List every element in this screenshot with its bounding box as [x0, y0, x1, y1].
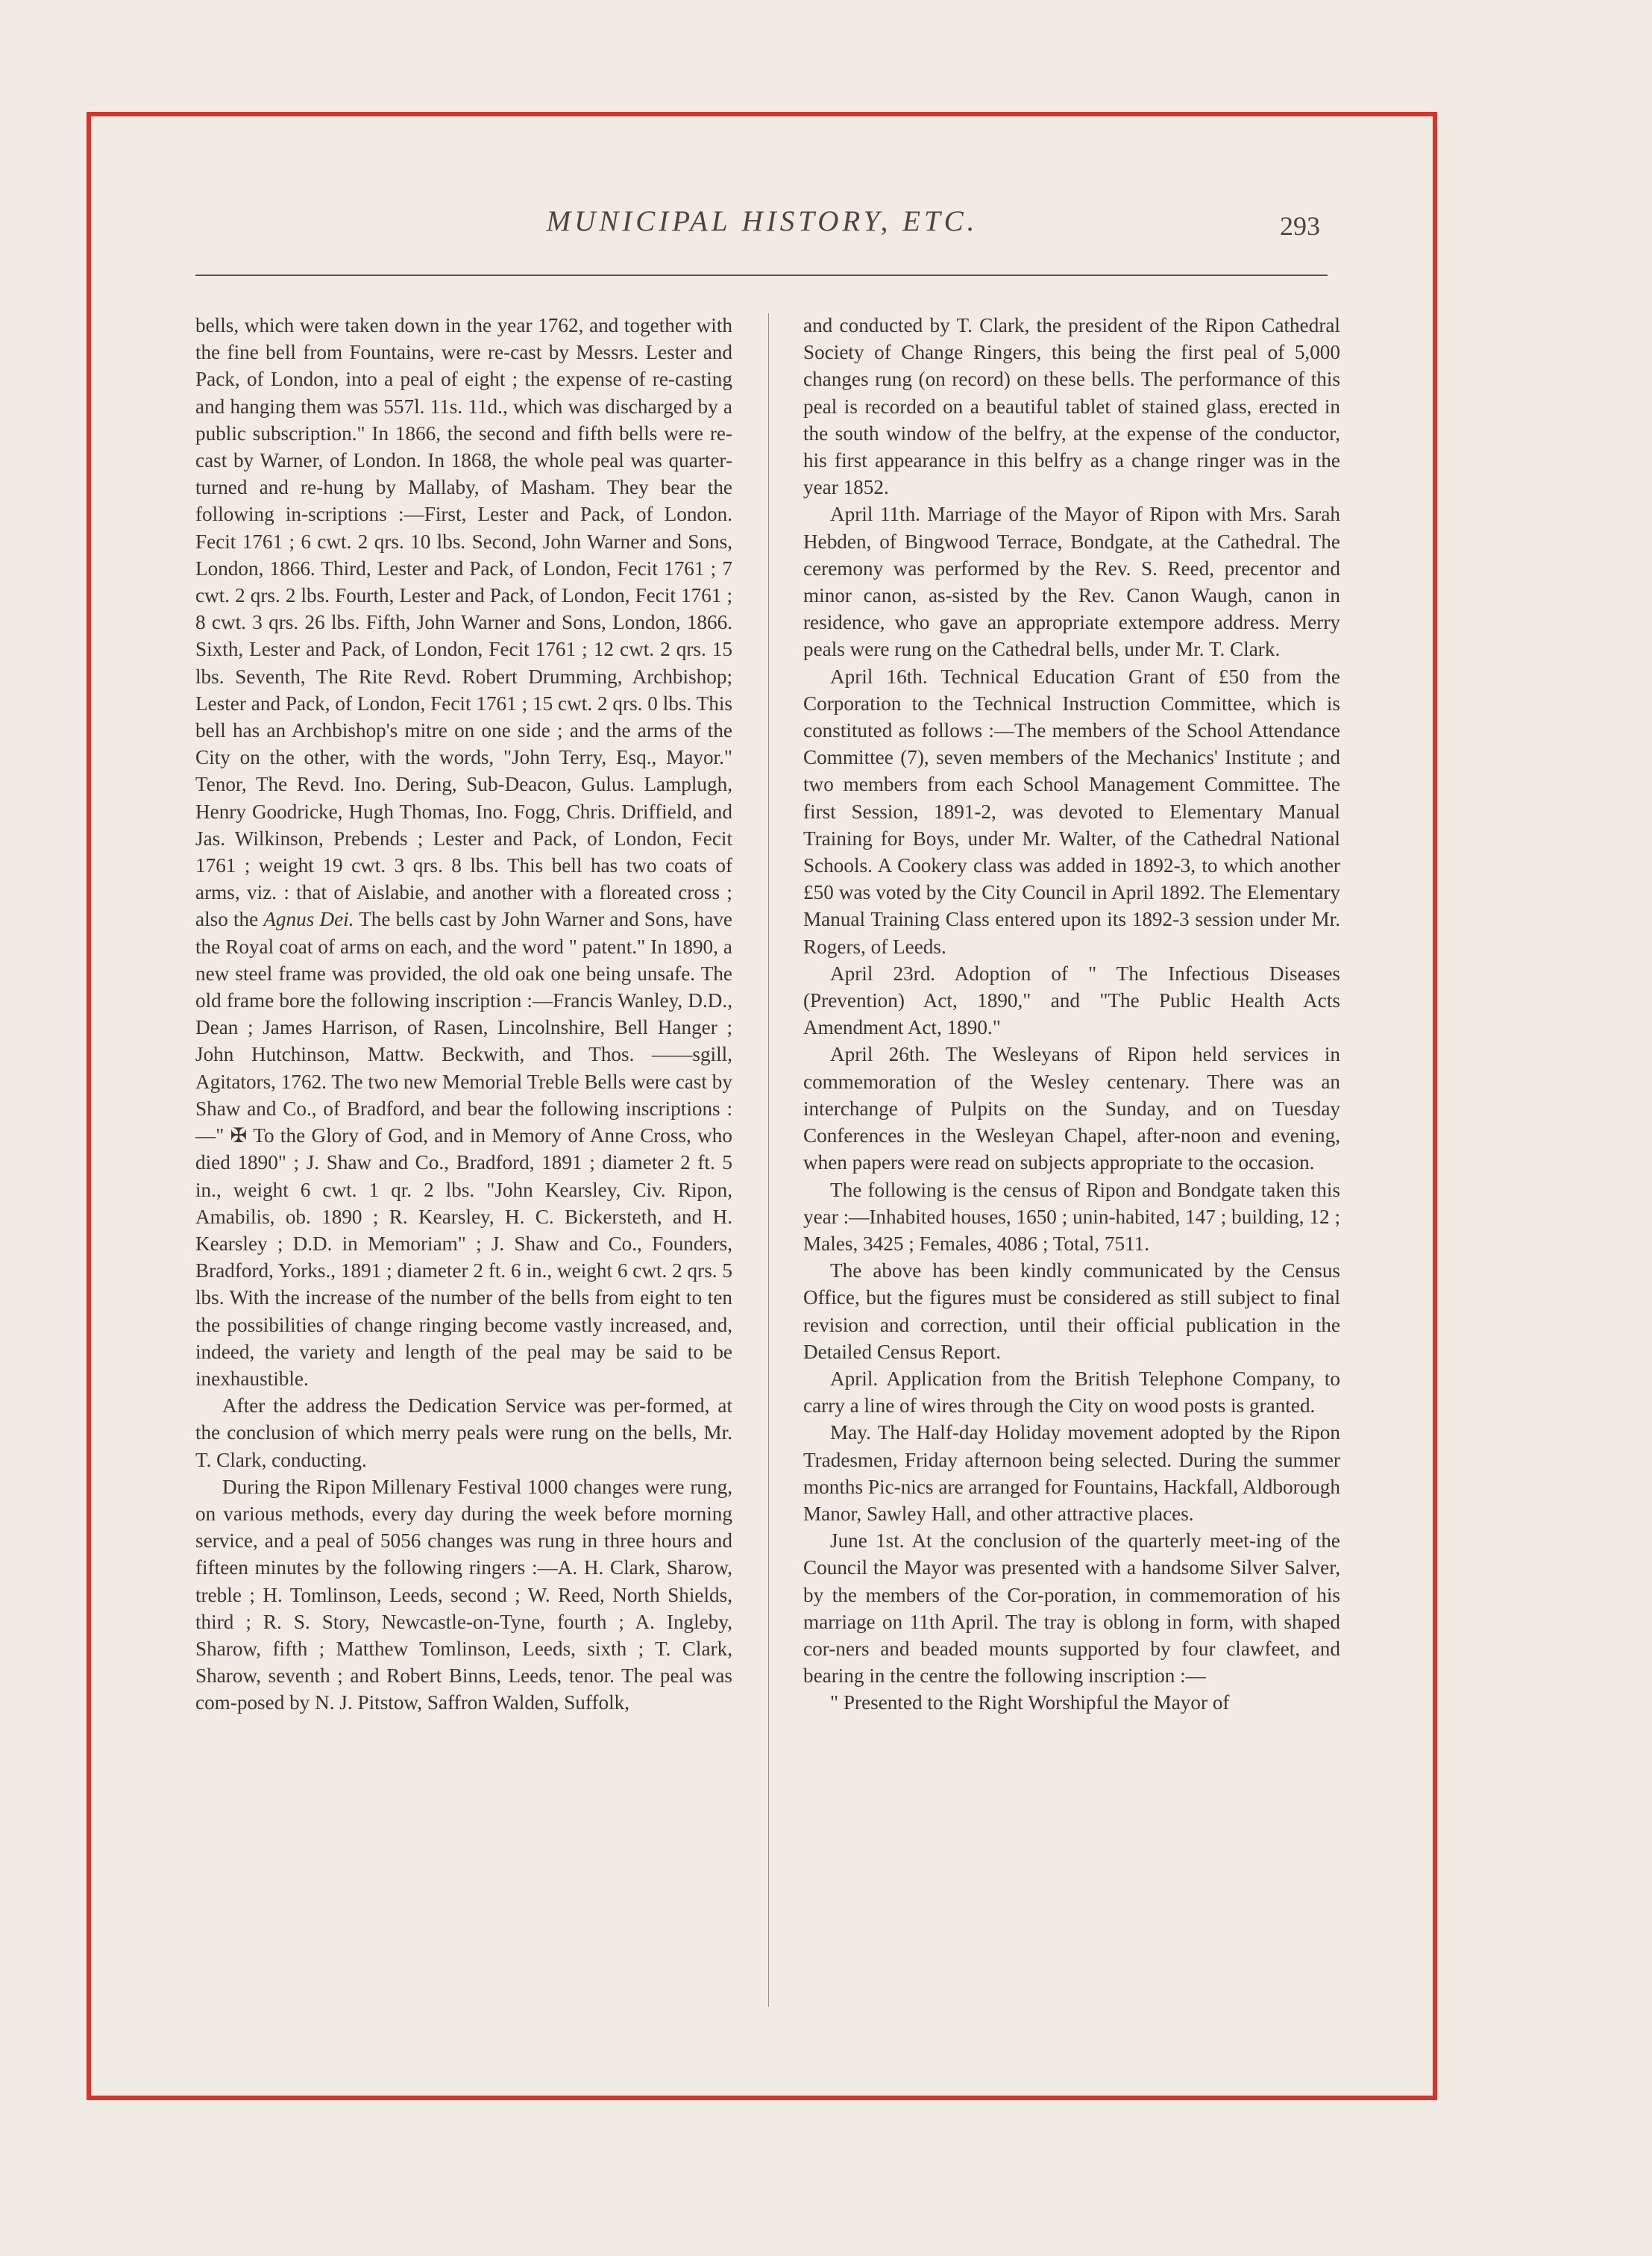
paragraph: The following is the census of Ripon and Bondgate taken this year :—Inhabited houses, 1650 ; unin-habited, 147 ; building, 12 ; Males, 3425 ; Females, 4086 ; Total, 7511.: [803, 1178, 1340, 1255]
right-column: [803, 312, 1340, 1717]
page-header: [195, 197, 1329, 257]
column-divider: [768, 313, 769, 2007]
left-column: [195, 312, 732, 1717]
paragraph: June 1st. At the conclusion of the quarterly meet-ing of the Council the Mayor was presented with a handsome Silver Salver, by the members of the Cor-poration, in commemoration of his marriage on 11th April. The tray is oblong in form, with shaped cor-ners and beaded mounts supported by four clawfeet, and bearing in the centre the following inscription :—: [803, 1529, 1340, 1688]
paragraph: During the Ripon Millenary Festival 1000 changes were rung, on various methods, every day during the week before morning service, and a peal of 5056 changes was rung in three hours and fifteen minutes by the following ringers :—A. H. Clark, Sharow, treble ; H. Tomlinson, Leeds, second ; W. Reed, North Shields, third ; R. S. Story, Newcastle-on-Tyne, fourth ; A. Ingleby, Sharow, fifth ; Matthew Tomlinson, Leeds, sixth ; T. Clark, Sharow, seventh ; and Robert Binns, Leeds, tenor. The peal was com-posed by N. J. Pitstow, Saffron Walden, Suffolk,: [195, 1475, 732, 1714]
running-title: MUNICIPAL HISTORY, ETC.: [546, 205, 979, 237]
paragraph: " Presented to the Right Worshipful the Mayor of: [830, 1691, 1230, 1714]
paragraph: [195, 312, 732, 1392]
paragraph: April 16th. Technical Education Grant of £50 from the Corporation to the Technical Instruction Committee, which is constituted as follows :—The members of the School Attendance Committee (7), seven members of the Mechanics' Institute ; and two members from each School Management Committee. The first Session, 1891-2, was devoted to Elementary Manual Training for Boys, under Mr. Walter, of the Cathedral National Schools. A Cookery class was added in 1892-3, to which another £50 was voted by the City Council in April 1892. The Elementary Manual Training Class entered upon its 1892-3 session under Mr. Rogers, of Leeds.: [803, 665, 1340, 958]
paragraph-text: The bells cast by John Warner and Sons, have the Royal coat of arms on each, and the word " patent." In 1890, a new steel frame was provided, the old oak one being unsafe. The old frame bore the following inscription :—Francis Wanley, D.D., Dean ; James Harrison, of Rasen, Lincolnshire, Bell Hanger ; John Hutchinson, Mattw. Beckwith, and Thos. ——sgill, Agitators, 1762. The two new Memorial Treble Bells were cast by Shaw and Co., of Bradford, and bear the following inscriptions :—" ✠ To the Glory of God, and in Memory of Anne Cross, who died 1890" ; J. Shaw and Co., Bradford, 1891 ; diameter 2 ft. 5 in., weight 6 cwt. 1 qr. 2 lbs. "John Kearsley, Civ. Ripon, Amabilis, ob. 1890 ; R. Kearsley, H. C. Bickersteth, and H. Kearsley ; D.D. in Memoriam" ; J. Shaw and Co., Founders, Bradford, Yorks., 1891 ; diameter 2 ft. 6 in., weight 6 cwt. 2 qrs. 5 lbs. With the increase of the number of the bells from eight to ten the possibilities of change ringing become vastly increased, and, indeed, the variety and length of the peal may be said to be inexhaustible.: [195, 908, 732, 1390]
header-rule: [195, 275, 1328, 276]
paragraph: The above has been kindly communicated by the Census Office, but the figures must be considered as still subject to final revision and correction, until their official publication in the Detailed Census Report.: [803, 1259, 1340, 1363]
page-number: 293: [1280, 211, 1320, 241]
paragraph: May. The Half-day Holiday movement adopted by the Ripon Tradesmen, Friday afternoon being selected. During the summer months Pic-nics are arranged for Fountains, Hackfall, Aldborough Manor, Sawley Hall, and other attractive places.: [803, 1421, 1340, 1525]
italic-phrase: Agnus Dei.: [263, 908, 354, 931]
paragraph: April 11th. Marriage of the Mayor of Ripon with Mrs. Sarah Hebden, of Bingwood Terrace, Bondgate, at the Cathedral. The ceremony was performed by the Rev. S. Reed, precentor and minor canon, as-sisted by the Rev. Canon Waugh, canon in residence, who gave an appropriate extempore address. Merry peals were rung on the Cathedral bells, under Mr. T. Clark.: [803, 503, 1340, 661]
paragraph: April. Application from the British Telephone Company, to carry a line of wires through the City on wood posts is granted.: [803, 1367, 1340, 1417]
paragraph: and conducted by T. Clark, the president of the Ripon Cathedral Society of Change Ringers, this being the first peal of 5,000 changes rung (on record) on these bells. The performance of this peal is recorded on a beautiful tablet of stained glass, erected in the south window of the belfry, at the expense of the conductor, his first appearance in this belfry as a change ringer was in the year 1852.: [803, 314, 1340, 499]
paragraph: April 23rd. Adoption of " The Infectious Diseases (Prevention) Act, 1890," and "The Public Health Acts Amendment Act, 1890.": [803, 962, 1340, 1039]
paragraph-text: bells, which were taken down in the year 1762, and together with the fine bell from Fountains, were re-cast by Messrs. Lester and Pack, of London, into a peal of eight ; the expense of re-casting and hanging them was 557l. 11s. 11d., which was discharged by a public subscription." In 1866, the second and fifth bells were re-cast by Warner, of London. In 1868, the whole peal was quarter-turned and re-hung by Mallaby, of Masham. They bear the following in-scriptions :—First, Lester and Pack, of London. Fecit 1761 ; 6 cwt. 2 qrs. 10 lbs. Second, John Warner and Sons, London, 1866. Third, Lester and Pack, of London, Fecit 1761 ; 7 cwt. 2 qrs. 2 lbs. Fourth, Lester and Pack, of London, Fecit 1761 ; 8 cwt. 3 qrs. 26 lbs. Fifth, John Warner and Sons, London, 1866. Sixth, Lester and Pack, of London, Fecit 1761 ; 12 cwt. 2 qrs. 15 lbs. Seventh, The Rite Revd. Robert Drumming, Archbishop; Lester and Pack, of London, Fecit 1761 ; 15 cwt. 2 qrs. 0 lbs. This bell has an Archbishop's mitre on one side ; and the arms of the City on the other, with the words, "John Terry, Esq., Mayor." Tenor, The Revd. Ino. Dering, Sub-Deacon, Gulus. Lamplugh, Henry Goodricke, Hugh Thomas, Ino. Fogg, Chris. Driffield, and Jas. Wilkinson, Prebends ; Lester and Pack, of London, Fecit 1761 ; weight 19 cwt. 3 qrs. 8 lbs. This bell has two coats of arms, viz. : that of Aislabie, and another with a floreated cross ; also the: [195, 314, 732, 931]
paragraph: April 26th. The Wesleyans of Ripon held services in commemoration of the Wesley centenary. There was an interchange of Pulpits on the Sunday, and on Tuesday Conferences in the Wesleyan Chapel, after-noon and evening, when papers were read on subjects appropriate to the occasion.: [803, 1043, 1340, 1174]
paragraph: After the address the Dedication Service was per-formed, at the conclusion of which merry peals were rung on the bells, Mr. T. Clark, conducting.: [195, 1394, 732, 1471]
